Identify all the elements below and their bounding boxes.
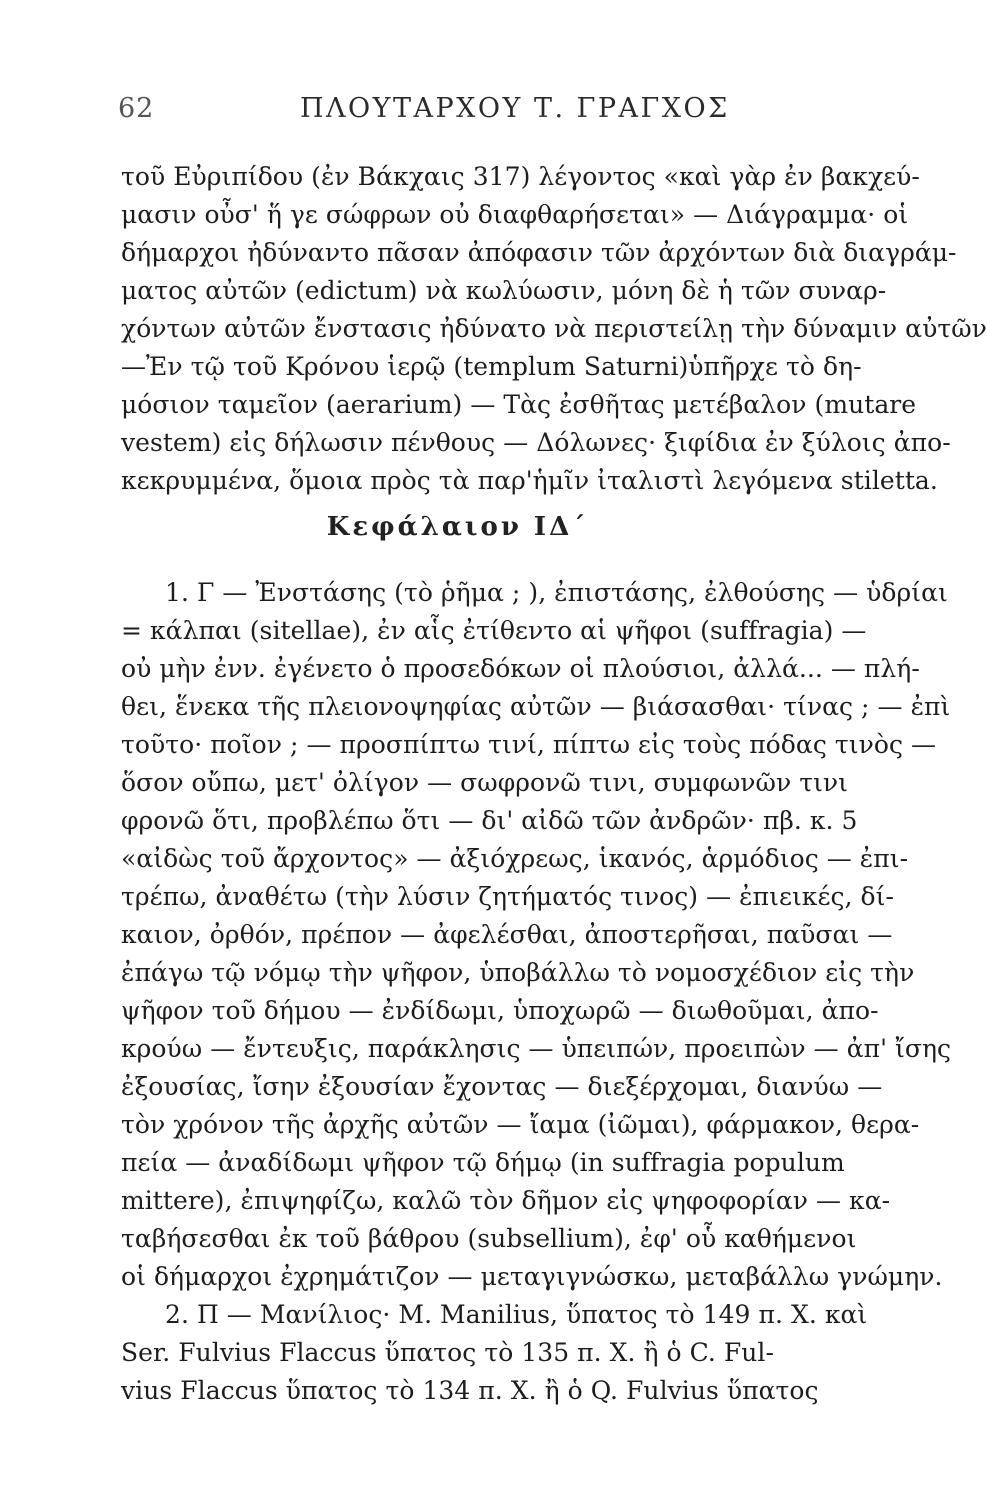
- text-line: χόντων αὐτῶν ἔνστασις ἠδύνατο νὰ περιστείλῃ τὴν δύναμιν αὐτῶν: [121, 314, 987, 343]
- text-line: mittere), ἐπιψηφίζω, καλῶ τὸν δῆμον εἰς ψηφοφορίαν — κα-: [121, 1186, 891, 1215]
- text-line: θει, ἕνεκα τῆς πλειονοψηφίας αὐτῶν — βιάσασθαι· τίνας ; — ἐπὶ: [121, 692, 951, 721]
- page-number: 62: [118, 93, 155, 124]
- chapter-heading: Κεφάλαιον ΙΔ΄: [326, 512, 589, 542]
- text-line: τρέπω, ἀναθέτω (τὴν λύσιν ζητήματός τινος) — ἐπιεικές, δί-: [121, 882, 894, 911]
- text-line: τὸν χρόνον τῆς ἀρχῆς αὐτῶν — ἴαμα (ἰῶμαι), φάρμακον, θερα-: [121, 1110, 920, 1139]
- text-line: τοῦ Εὐριπίδου (ἐν Βάκχαις 317) λέγοντος «καὶ γὰρ ἐν βακχεύ-: [121, 162, 920, 191]
- running-title: ΠΛΟΥΤΑΡΧΟΥ Τ. ΓΡΑΓΧΟΣ: [300, 93, 730, 124]
- text-line: ἐπάγω τῷ νόμῳ τὴν ψῆφον, ὑποβάλλω τὸ νομοσχέδιον εἰς τὴν: [121, 958, 915, 987]
- text-line: 1. Γ — Ἐνστάσης (τὸ ῥῆμα ; ), ἐπιστάσης, ἐλθούσης — ὑδρίαι: [165, 578, 948, 607]
- text-line: ἐξουσίας, ἴσην ἐξουσίαν ἔχοντας — διεξέρχομαι, διανύω —: [121, 1072, 883, 1101]
- text-line: μασιν οὖσ' ἥ γε σώφρων οὐ διαφθαρήσεται» — Διάγραμμα· οἱ: [121, 200, 909, 229]
- text-line: vius Flaccus ὕπατος τὸ 134 π. Χ. ἢ ὁ Q. Fulvius ὕπατος: [121, 1376, 819, 1405]
- text-line: Ser. Fulvius Flaccus ὕπατος τὸ 135 π. Χ. ἢ ὁ C. Ful-: [121, 1338, 774, 1367]
- text-line: οἱ δήμαρχοι ἐχρημάτιζον — μεταγιγνώσκω, μεταβάλλω γνώμην.: [121, 1262, 943, 1291]
- text-line: vestem) εἰς δήλωσιν πένθους — Δόλωνες· ξιφίδια ἐν ξύλοις ἀπο-: [121, 428, 951, 457]
- text-line: φρονῶ ὅτι, προβλέπω ὅτι — δι' αἰδῶ τῶν ἀνδρῶν· πβ. κ. 5: [121, 806, 858, 835]
- text-line: δήμαρχοι ἠδύναντο πᾶσαν ἀπόφασιν τῶν ἀρχόντων διὰ διαγράμ-: [121, 238, 957, 267]
- text-line: —Ἐν τῷ τοῦ Κρόνου ἱερῷ (templum Saturni)ὑπῆρχε τὸ δη-: [121, 352, 862, 381]
- text-line: ὅσον οὔπω, μετ' ὀλίγον — σωφρονῶ τινι, συμφωνῶν τινι: [121, 768, 849, 797]
- text-line: «αἰδὼς τοῦ ἄρχοντος» — ἀξιόχρεως, ἱκανός, ἁρμόδιος — ἐπι-: [121, 844, 909, 873]
- text-line: ματος αὐτῶν (edictum) νὰ κωλύωσιν, μόνη δὲ ἡ τῶν συναρ-: [121, 276, 887, 305]
- text-line: τοῦτο· ποῖον ; — προσπίπτω τινί, πίπτω εἰς τοὺς πόδας τινὸς —: [121, 730, 937, 759]
- text-line: ταβήσεσθαι ἐκ τοῦ βάθρου (subsellium), ἐφ' οὗ καθήμενοι: [121, 1224, 857, 1253]
- text-line: ψῆφον τοῦ δήμου — ἐνδίδωμι, ὑποχωρῶ — διωθοῦμαι, ἀπο-: [121, 996, 879, 1025]
- text-line: = κάλπαι (sitellae), ἐν αἷς ἐτίθεντο αἱ ψῆφοι (suffragia) —: [121, 616, 867, 645]
- text-line: 2. Π — Μανίλιος· M. Manilius, ὕπατος τὸ 149 π. Χ. καὶ: [165, 1300, 868, 1329]
- text-line: κεκρυμμένα, ὅμοια πρὸς τὰ παρ'ἡμῖν ἰταλιστὶ λεγόμενα stiletta.: [121, 466, 938, 495]
- text-line: οὐ μὴν ἐνν. ἐγένετο ὁ προσεδόκων οἱ πλούσιοι, ἀλλά... — πλή-: [121, 654, 920, 683]
- text-line: πεία — ἀναδίδωμι ψῆφον τῷ δήμῳ (in suffragia populum: [121, 1148, 845, 1177]
- text-line: κρούω — ἔντευξις, παράκλησις — ὑπειπών, προειπὼν — ἀπ' ἴσης: [121, 1034, 952, 1063]
- text-line: μόσιον ταμεῖον (aerarium) — Τὰς ἐσθῆτας μετέβαλον (mutare: [121, 390, 917, 419]
- text-line: καιον, ὀρθόν, πρέπον — ἀφελέσθαι, ἀποστερῆσαι, παῦσαι —: [121, 920, 893, 949]
